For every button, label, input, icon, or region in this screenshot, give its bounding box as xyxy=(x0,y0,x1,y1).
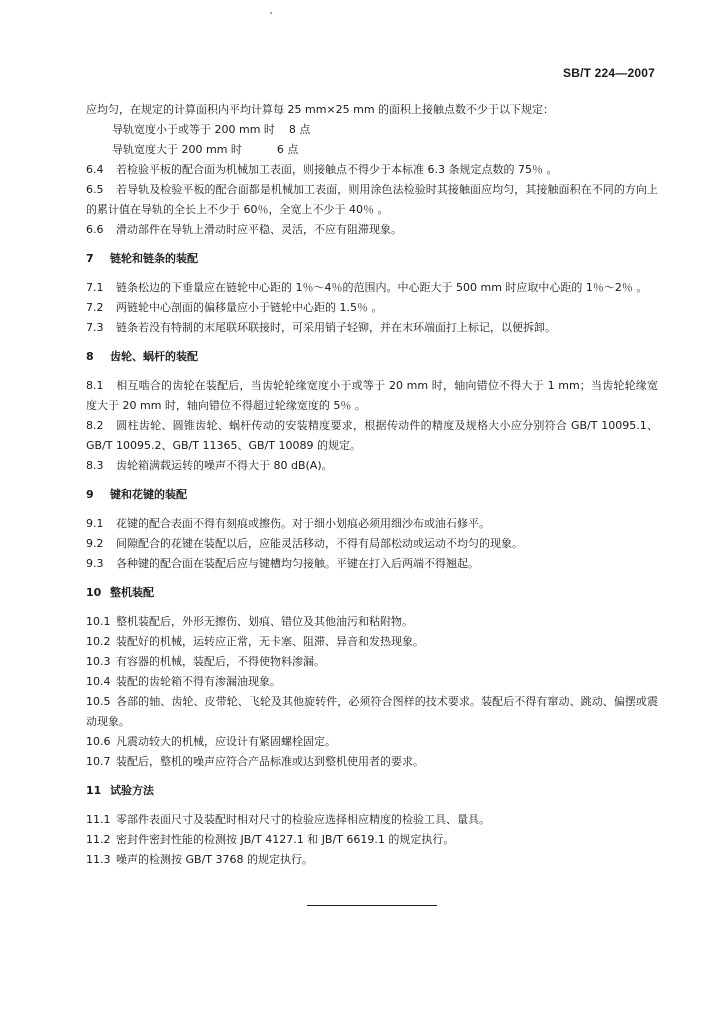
clause-text: 各部的轴、齿轮、皮带轮、飞轮及其他旋转件，必须符合图样的技术要求。装配后不得有窜动、跳动、偏摆或震动现象。 xyxy=(86,695,658,728)
clause-text: 密封件密封性能的检测按 JB/T 4127.1 和 JB/T 6619.1 的规定执行。 xyxy=(116,833,455,846)
clause-10-5 xyxy=(86,692,658,732)
clause-10-2 xyxy=(86,632,658,652)
clause-10-7 xyxy=(86,752,658,772)
section-number: 8 xyxy=(86,350,94,363)
clause-number: 10.1 xyxy=(86,615,111,628)
end-of-document-rule xyxy=(307,905,437,906)
section-heading-8 xyxy=(86,347,658,367)
clause-text: 整机装配后，外形无擦伤、划痕、错位及其他油污和粘附物。 xyxy=(116,615,413,628)
section-number: 9 xyxy=(86,488,94,501)
clause-9-1 xyxy=(86,514,658,534)
section-title: 齿轮、蜗杆的装配 xyxy=(110,350,198,363)
clause-6-6 xyxy=(86,220,658,240)
clause-11-2 xyxy=(86,830,658,850)
section-title: 键和花键的装配 xyxy=(110,488,187,501)
clause-number: 9.3 xyxy=(86,557,104,570)
clause-8-2 xyxy=(86,416,658,456)
clause-number: 11.3 xyxy=(86,853,111,866)
clause-number: 11.2 xyxy=(86,833,111,846)
clause-number: 11.1 xyxy=(86,813,111,826)
clause-number: 8.2 xyxy=(86,419,104,432)
clause-number: 6.4 xyxy=(86,163,104,176)
clause-text: 有容器的机械，装配后，不得使物料渗漏。 xyxy=(116,655,325,668)
clause-number: 6.5 xyxy=(86,183,104,196)
clause-number: 9.2 xyxy=(86,537,104,550)
clause-number: 10.3 xyxy=(86,655,111,668)
clause-text: 装配后，整机的噪声应符合产品标准或达到整机使用者的要求。 xyxy=(116,755,424,768)
clause-number: 7.2 xyxy=(86,301,104,314)
standard-code-header: SB/T 224—2007 xyxy=(563,66,655,80)
clause-9-2 xyxy=(86,534,658,554)
clause-text: 装配的齿轮箱不得有渗漏油现象。 xyxy=(116,675,281,688)
intro-row-1: 导轨宽度小于或等于 200 mm 时 8 点 xyxy=(112,123,311,136)
clause-text: 装配好的机械，运转应正常，无卡塞、阻滞、异音和发热现象。 xyxy=(116,635,424,648)
clause-text: 花键的配合表面不得有刻痕或擦伤。对于细小划痕必须用细沙布或油石修平。 xyxy=(116,517,490,530)
section-heading-10 xyxy=(86,583,658,603)
clause-number: 7.1 xyxy=(86,281,104,294)
section-number: 11 xyxy=(86,784,102,797)
document-body xyxy=(86,100,658,870)
section-title: 链轮和链条的装配 xyxy=(110,252,198,265)
clause-10-4 xyxy=(86,672,658,692)
intro-paragraph: 应均匀，在规定的计算面积内平均计算每 25 mm×25 mm 的面积上接触点数不少于以下规定： xyxy=(86,103,555,116)
clause-text: 若导轨及检验平板的配合面都是机械加工表面，则用涂色法检验时其接触面应均匀，其接触面积在不同的方向上的累计值在导轨的全长上不少于 60％，全宽上不少于 40％ 。 xyxy=(86,183,658,216)
clause-10-1 xyxy=(86,612,658,632)
section-heading-11 xyxy=(86,781,658,801)
section-title: 整机装配 xyxy=(110,586,154,599)
section-heading-7 xyxy=(86,249,658,269)
clause-text: 凡震动较大的机械，应设计有紧固螺栓固定。 xyxy=(116,735,336,748)
clause-7-3 xyxy=(86,318,658,338)
clause-9-3 xyxy=(86,554,658,574)
clause-6-5 xyxy=(86,180,658,220)
section-number: 10 xyxy=(86,586,102,599)
clause-text: 两链轮中心剖面的偏移量应小于链轮中心距的 1.5％ 。 xyxy=(116,301,383,314)
clause-text: 相互啮合的齿轮在装配后，当齿轮轮缘宽度小于或等于 20 mm 时，轴向错位不得大于 1 mm；当齿轮轮缘宽度大于 20 mm 时，轴向错位不得超过轮缘宽度的 5％ 。 xyxy=(86,379,658,412)
clause-text: 链条松边的下垂量应在链轮中心距的 1％～4％的范围内。中心距大于 500 mm 时应取中心距的 1％～2％ 。 xyxy=(116,281,648,294)
clause-7-1 xyxy=(86,278,658,298)
clause-11-1 xyxy=(86,810,658,830)
clause-text: 间隙配合的花键在装配以后，应能灵活移动，不得有局部松动或运动不均匀的现象。 xyxy=(116,537,523,550)
clause-number: 10.6 xyxy=(86,735,111,748)
clause-text: 各种键的配合面在装配后应与键槽均匀接触。平键在打入后两端不得翘起。 xyxy=(116,557,479,570)
clause-number: 10.5 xyxy=(86,695,111,708)
clause-number: 10.2 xyxy=(86,635,111,648)
clause-number: 8.1 xyxy=(86,379,104,392)
clause-6-4 xyxy=(86,160,658,180)
section-heading-9 xyxy=(86,485,658,505)
section-number: 7 xyxy=(86,252,94,265)
section-title: 试验方法 xyxy=(110,784,154,797)
clause-number: 8.3 xyxy=(86,459,104,472)
clause-number: 10.7 xyxy=(86,755,111,768)
clause-text: 若检验平板的配合面为机械加工表面，则接触点不得少于本标准 6.3 条规定点数的 75％ 。 xyxy=(116,163,558,176)
clause-text: 噪声的检测按 GB/T 3768 的规定执行。 xyxy=(116,853,313,866)
clause-number: 7.3 xyxy=(86,321,104,334)
clause-text: 链条若没有特制的末尾联环联接时，可采用销子轻铆，并在末环端面打上标记，以便拆卸。 xyxy=(116,321,556,334)
clause-number: 6.6 xyxy=(86,223,104,236)
clause-number: 9.1 xyxy=(86,517,104,530)
clause-text: 齿轮箱满载运转的噪声不得大于 80 dB(A)。 xyxy=(116,459,333,472)
clause-8-3 xyxy=(86,456,658,476)
clause-text: 零部件表面尺寸及装配时相对尺寸的检验应选择相应精度的检验工具、量具。 xyxy=(116,813,490,826)
clause-7-2 xyxy=(86,298,658,318)
clause-11-3 xyxy=(86,850,658,870)
clause-number: 10.4 xyxy=(86,675,111,688)
scan-speck xyxy=(270,12,272,14)
clause-text: 圆柱齿轮、圆锥齿轮、蜗杆传动的安装精度要求，根据传动件的精度及规格大小应分别符合 GB/T 10095.1、GB/T 10095.2、GB/T 11365、GB/T 10089 的规定。 xyxy=(86,419,658,452)
clause-10-3 xyxy=(86,652,658,672)
clause-8-1 xyxy=(86,376,658,416)
clause-text: 滑动部件在导轨上滑动时应平稳、灵活，不应有阻滞现象。 xyxy=(116,223,402,236)
intro-row-2: 导轨宽度大于 200 mm 时 6 点 xyxy=(112,143,299,156)
clause-10-6 xyxy=(86,732,658,752)
